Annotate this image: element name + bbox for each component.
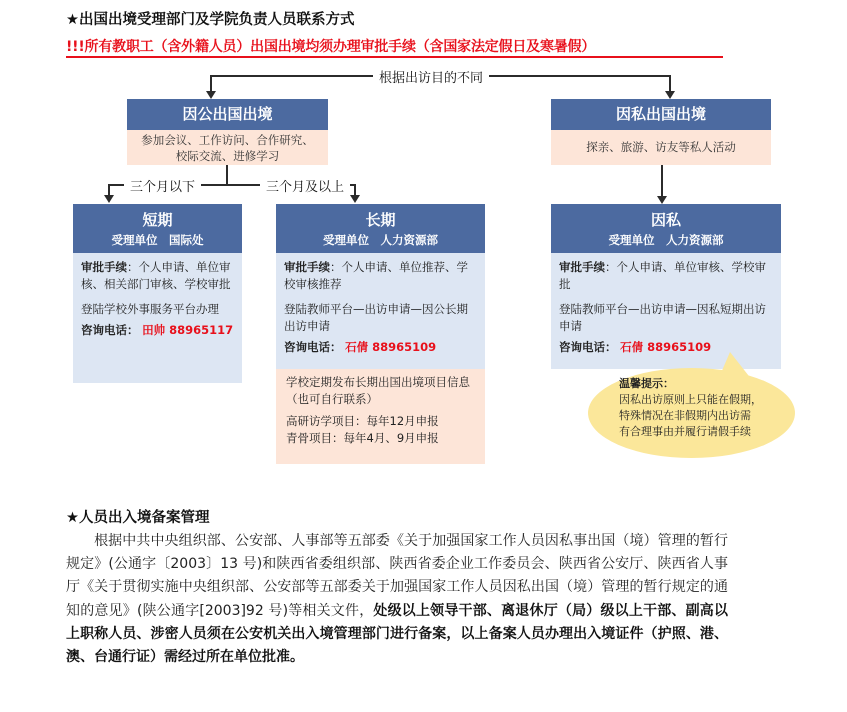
- public-desc: [127, 130, 328, 165]
- long-term-phone: 石倩 88965109: [345, 340, 437, 354]
- tip-line2: 特殊情况在非假期内出访需: [619, 409, 751, 422]
- short-term-title: 短期: [142, 211, 173, 229]
- page-title: ★出国出境受理部门及学院负责人员联系方式: [66, 12, 355, 28]
- short-label: 三个月以下: [124, 176, 201, 195]
- long-term-proc-label: 审批手续: [284, 260, 330, 274]
- private-desc: 探亲、旅游、访友等私人活动: [551, 130, 771, 165]
- long-term-proc-text: ：个人申请、单位推荐、学校审核推荐: [284, 260, 468, 291]
- private-box-phone-label: 咨询电话：: [559, 340, 617, 354]
- short-term-proc-text: ：个人申请、单位审核、相关部门审核、学校审批: [81, 260, 231, 291]
- warning-text: !!!所有教职工（含外籍人员）出国出境均须办理审批手续（含国家法定假日及寒暑假）: [66, 39, 596, 55]
- tip-content: [619, 376, 789, 440]
- warning-underline: [66, 56, 723, 58]
- section2-bold-text: 处级以上领导干部、离退休厅（局）级以上干部、副高以上职称人员、涉密人员须在公安机关出入境管理部门进行备案，以上备案人员办理出入境证件（护照、港、澳、台通行证）需经过所在单位批准。: [66, 602, 728, 666]
- short-term-proc-label: 审批手续: [81, 260, 127, 274]
- long-term-header: [276, 204, 485, 253]
- arrow-long: [350, 195, 360, 203]
- private-header: [551, 99, 771, 130]
- public-branch-vertical: [226, 165, 228, 185]
- public-desc-line2: 校际交流、进修学习: [175, 149, 280, 163]
- public-desc-line1: 参加会议、工作访问、合作研究、: [141, 133, 314, 147]
- tip-line1: 因私出访原则上只能在假期，: [619, 393, 762, 406]
- tip-title: 温馨提示：: [619, 377, 674, 390]
- arrow-private: [665, 91, 675, 99]
- long-term-platform: 登陆教师平台—出访申请—因公长期出访申请: [284, 302, 468, 333]
- public-header: [127, 99, 328, 130]
- section2-paragraph: [66, 530, 728, 669]
- private-box-phone: 石倩 88965109: [620, 340, 712, 354]
- arrow-private-box: [657, 196, 667, 204]
- long-term-note3: 青骨项目：每年4月、9月申报: [286, 431, 439, 445]
- long-term-note1: 学校定期发布长期出国出境项目信息（也可自行联系）: [286, 375, 470, 406]
- private-box-title: 因私: [650, 211, 681, 229]
- long-term-dept: 受理单位 人力资源部: [323, 233, 438, 247]
- arrow-public: [206, 91, 216, 99]
- section2-title: ★人员出入境备案管理: [66, 510, 210, 526]
- private-box-header: [551, 204, 781, 253]
- private-box-proc-label: 审批手续: [559, 260, 605, 274]
- short-term-phone: 田帅 88965117: [142, 323, 234, 337]
- private-title: 因私出国出境: [615, 105, 706, 123]
- long-label: 三个月及以上: [260, 176, 350, 195]
- private-box-proc-text: ：个人申请、单位审核、学校审批: [559, 260, 766, 291]
- section2-normal-text: 根据中共中央组织部、公安部、人事部等五部委《关于加强国家工作人员因私事出国（境）管理的暂行规定》(公通字〔2003〕13 号)和陕西省委组织部、陕西省委企业工作委员会、陕西省公安厅、陕西省人事厅《关于贯彻实施中央组织部、公安部等五部委关于加强国家工作人员因私出国（境）管理的暂行规定的通知的意见》(陕公通字[2003]92 号)等相关文件，: [66, 533, 728, 619]
- long-term-title: 长期: [365, 211, 396, 229]
- purpose-label: 根据出访目的不同: [373, 67, 489, 86]
- short-term-body: [73, 253, 242, 383]
- long-term-note2: 高研访学项目：每年12月申报: [286, 414, 439, 428]
- tip-line3: 有合理事由并履行请假手续: [619, 425, 751, 438]
- private-box-platform: 登陆教师平台—出访申请—因私短期出访申请: [559, 302, 766, 333]
- short-term-header: [73, 204, 242, 253]
- private-branch-down: [661, 165, 663, 197]
- short-term-platform: 登陆学校外事服务平台办理: [81, 302, 219, 316]
- long-term-phone-label: 咨询电话：: [284, 340, 342, 354]
- public-title: 因公出国出境: [182, 105, 273, 123]
- arrow-short: [104, 195, 114, 203]
- long-term-note: [276, 369, 485, 464]
- long-term-body: [276, 253, 485, 369]
- short-term-dept: 受理单位 国际处: [111, 233, 204, 247]
- private-box-dept: 受理单位 人力资源部: [608, 233, 724, 247]
- short-term-phone-label: 咨询电话：: [81, 323, 139, 337]
